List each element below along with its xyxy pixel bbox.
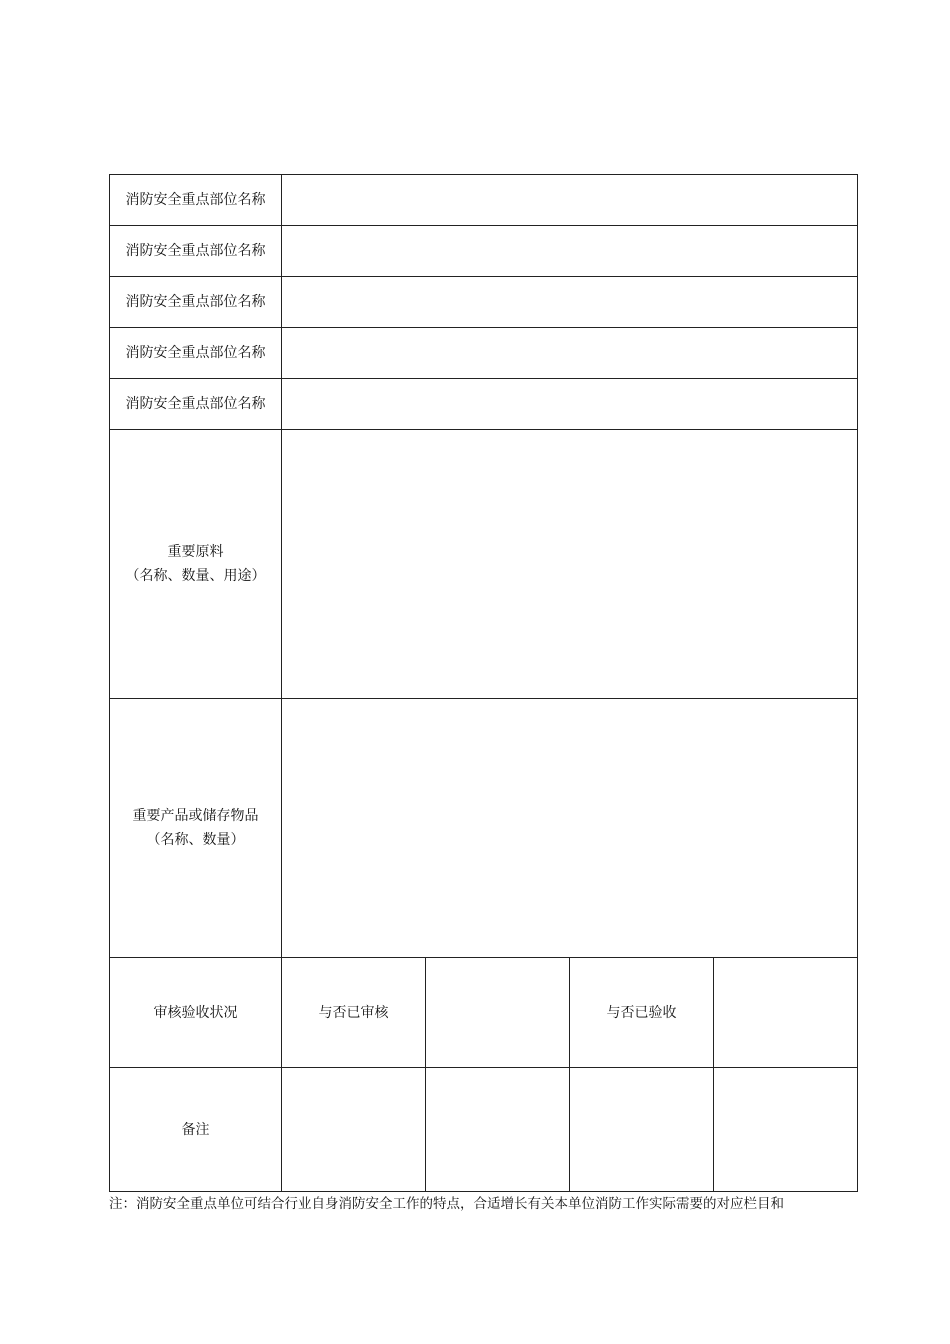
raw-materials-row bbox=[110, 430, 858, 699]
audit-status-label: 审核验收状况 bbox=[110, 958, 282, 1068]
accepted-label: 与否已验收 bbox=[570, 958, 714, 1068]
raw-materials-label bbox=[110, 430, 282, 699]
footnote: 注：消防安全重点单位可结合行业自身消防安全工作的特点，合适增长有关本单位消防工作实际需要的对应栏目和 bbox=[109, 1196, 784, 1212]
products-label bbox=[110, 699, 282, 958]
part-name-row-1 bbox=[110, 175, 858, 226]
part-name-value[interactable] bbox=[282, 175, 858, 226]
reviewed-value[interactable] bbox=[426, 958, 570, 1068]
part-name-label: 消防安全重点部位名称 bbox=[110, 277, 282, 328]
part-name-value[interactable] bbox=[282, 226, 858, 277]
part-name-label: 消防安全重点部位名称 bbox=[110, 328, 282, 379]
remarks-cell-1[interactable] bbox=[282, 1068, 426, 1192]
remarks-cell-3[interactable] bbox=[570, 1068, 714, 1192]
products-value[interactable] bbox=[282, 699, 858, 958]
part-name-value[interactable] bbox=[282, 328, 858, 379]
fire-safety-key-parts-form bbox=[109, 174, 858, 1192]
products-row bbox=[110, 699, 858, 958]
part-name-row-5 bbox=[110, 379, 858, 430]
part-name-label: 消防安全重点部位名称 bbox=[110, 226, 282, 277]
part-name-row-4 bbox=[110, 328, 858, 379]
raw-materials-label-title: 重要原料 bbox=[167, 544, 224, 560]
audit-status-row bbox=[110, 958, 858, 1068]
part-name-value[interactable] bbox=[282, 277, 858, 328]
part-name-row-2 bbox=[110, 226, 858, 277]
accepted-value[interactable] bbox=[714, 958, 858, 1068]
remarks-label: 备注 bbox=[110, 1068, 282, 1192]
remarks-cell-4[interactable] bbox=[714, 1068, 858, 1192]
products-label-title: 重要产品或储存物品 bbox=[132, 808, 259, 824]
part-name-label: 消防安全重点部位名称 bbox=[110, 379, 282, 430]
products-label-hint: （名称、数量） bbox=[146, 832, 245, 848]
reviewed-label: 与否已审核 bbox=[282, 958, 426, 1068]
part-name-label: 消防安全重点部位名称 bbox=[110, 175, 282, 226]
raw-materials-label-hint: （名称、数量、用途） bbox=[125, 568, 266, 584]
remarks-row bbox=[110, 1068, 858, 1192]
remarks-cell-2[interactable] bbox=[426, 1068, 570, 1192]
part-name-row-3 bbox=[110, 277, 858, 328]
part-name-value[interactable] bbox=[282, 379, 858, 430]
raw-materials-value[interactable] bbox=[282, 430, 858, 699]
